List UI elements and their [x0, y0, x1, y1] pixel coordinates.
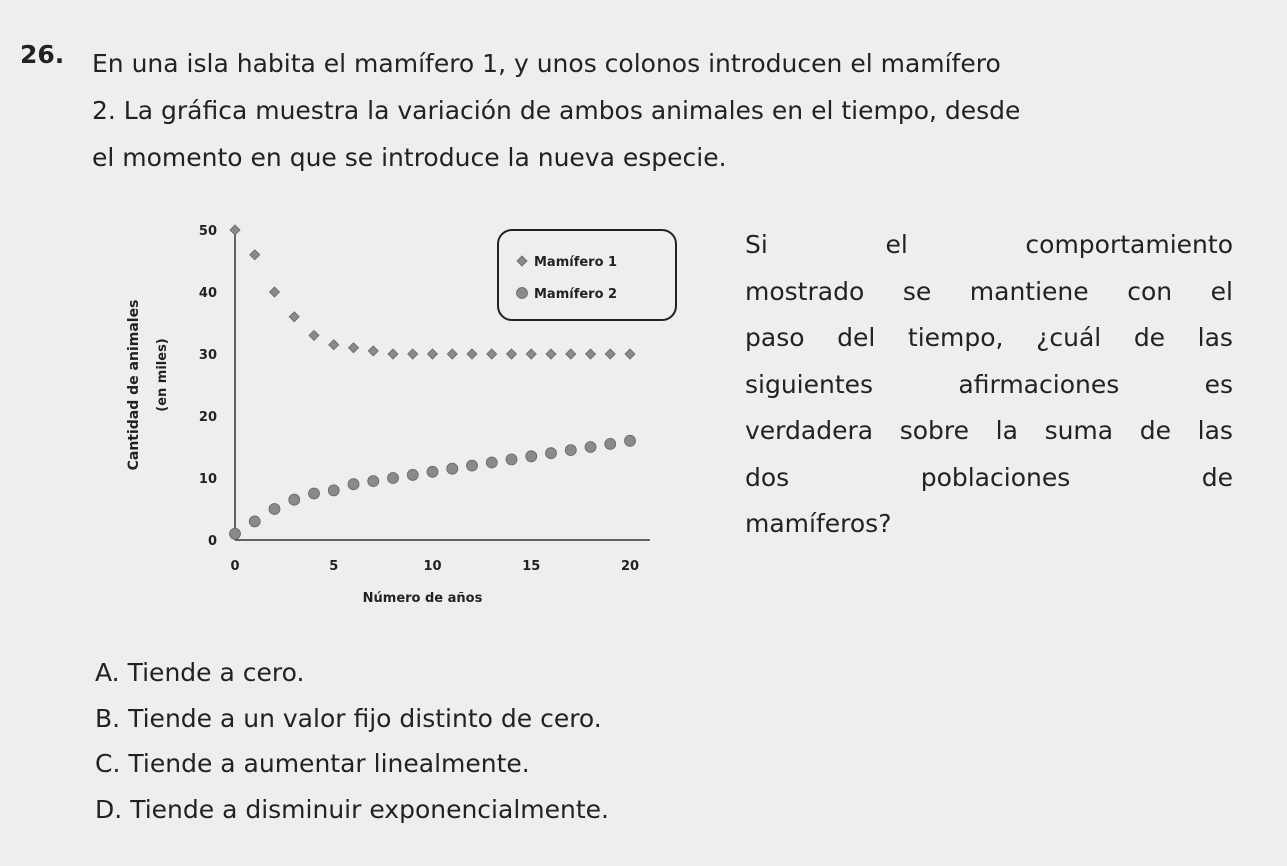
question-prompt — [745, 222, 1233, 548]
mamifero-2-point — [289, 494, 300, 505]
prompt-line — [745, 222, 1233, 269]
mamifero-2-point — [269, 504, 280, 515]
mamifero-1-point — [507, 349, 517, 359]
prompt-word: las — [1197, 323, 1233, 352]
legend-box — [498, 230, 676, 320]
mamifero-2-point — [368, 476, 379, 487]
answer-option[interactable] — [95, 741, 609, 787]
option-letter: C. — [95, 749, 121, 778]
question-stem-line: 2. La gráfica muestra la variación de ambos animales en el tiempo, desde — [92, 96, 1021, 125]
mamifero-1-point — [349, 343, 359, 353]
prompt-word: mantiene — [969, 276, 1089, 306]
mamifero-2-point — [249, 516, 260, 527]
mamifero-1-point — [467, 349, 477, 359]
prompt-word: el — [885, 230, 908, 259]
mamifero-1-point — [250, 250, 260, 260]
prompt-line — [745, 269, 1233, 316]
answer-option[interactable] — [95, 650, 609, 696]
answer-options — [95, 650, 609, 832]
prompt-line — [745, 362, 1233, 409]
mamifero-2-point — [230, 528, 241, 539]
y-tick-label: 0 — [207, 534, 217, 549]
prompt-word: ¿cuál — [1036, 323, 1102, 352]
mamifero-2-point — [309, 488, 320, 499]
mamifero-2-point — [486, 457, 497, 468]
question-stem-line: el momento en que se introduce la nueva especie. — [92, 143, 727, 172]
prompt-word: tiempo, — [907, 323, 1004, 352]
prompt-word: del — [837, 323, 876, 352]
option-text: Tiende a aumentar linealmente. — [128, 749, 530, 778]
y-tick-label: 10 — [198, 472, 217, 487]
prompt-word: mostrado — [745, 276, 865, 306]
mamifero-1-point — [566, 349, 576, 359]
prompt-word: con — [1127, 276, 1173, 306]
chart-svg — [110, 210, 690, 630]
option-text: Tiende a un valor fijo distinto de cero. — [128, 703, 602, 733]
mamifero-2-point — [348, 479, 359, 490]
prompt-word: de — [1201, 462, 1233, 492]
mamifero-1-point — [605, 349, 615, 359]
mamifero-1-point — [368, 346, 378, 356]
mamifero-1-point — [625, 349, 635, 359]
prompt-line — [745, 455, 1233, 502]
option-letter: D. — [95, 794, 123, 824]
prompt-word: comportamiento — [1025, 230, 1233, 259]
mamifero-1-point — [388, 349, 398, 359]
option-text: Tiende a disminuir exponencialmente. — [130, 794, 609, 824]
answer-option[interactable] — [95, 696, 609, 742]
option-text: Tiende a cero. — [127, 658, 305, 687]
mamifero-2-point — [565, 445, 576, 456]
prompt-word: verdadera — [745, 416, 874, 445]
prompt-word: la — [995, 416, 1018, 445]
mamifero-1-point — [586, 349, 596, 359]
legend-marker-mamifero-2 — [517, 288, 528, 299]
y-tick-label: 50 — [198, 224, 217, 239]
prompt-word: el — [1210, 276, 1233, 306]
mamifero-1-point — [230, 225, 240, 235]
prompt-word: suma — [1044, 416, 1114, 445]
mamifero-1-point — [408, 349, 418, 359]
prompt-word: mamíferos? — [745, 509, 892, 538]
mamifero-2-point — [506, 454, 517, 465]
mamifero-1-point — [546, 349, 556, 359]
legend-label: Mamífero 2 — [534, 287, 618, 302]
mamifero-2-point — [526, 451, 537, 462]
mamifero-1-point — [526, 349, 536, 359]
mamifero-2-point — [546, 448, 557, 459]
question-stem — [92, 40, 1257, 181]
x-axis-label: Número de años — [362, 591, 483, 606]
prompt-word: es — [1204, 369, 1233, 399]
mamifero-2-point — [407, 469, 418, 480]
prompt-word: poblaciones — [920, 462, 1071, 492]
population-chart — [110, 210, 690, 630]
question-stem-line: En una isla habita el mamífero 1, y unos colonos introducen el mamífero — [92, 49, 1001, 78]
x-tick-label: 10 — [423, 559, 442, 574]
y-axis-label: Cantidad de animales — [126, 299, 142, 471]
x-tick-label: 5 — [329, 559, 339, 574]
mamifero-1-point — [447, 349, 457, 359]
prompt-word: de — [1133, 323, 1166, 352]
mamifero-1-point — [428, 349, 438, 359]
mamifero-1-point — [487, 349, 497, 359]
mamifero-2-point — [605, 438, 616, 449]
mamifero-1-point — [309, 330, 319, 340]
mamifero-2-point — [585, 442, 596, 453]
mamifero-2-point — [467, 460, 478, 471]
legend-marker-mamifero-1 — [517, 256, 527, 266]
prompt-word: paso — [745, 323, 805, 352]
answer-option[interactable] — [95, 787, 609, 833]
mamifero-1-point — [289, 312, 299, 322]
option-letter: A. — [95, 658, 120, 687]
y-tick-label: 40 — [198, 286, 217, 301]
prompt-line — [745, 408, 1233, 455]
x-tick-label: 0 — [230, 559, 240, 574]
prompt-word: sobre — [899, 416, 970, 445]
mamifero-2-point — [328, 485, 339, 496]
y-axis-sublabel: (en miles) — [155, 338, 170, 412]
option-letter: B. — [95, 703, 121, 733]
mamifero-2-point — [447, 463, 458, 474]
prompt-word: de — [1139, 416, 1171, 445]
x-tick-label: 15 — [522, 559, 541, 574]
y-tick-label: 30 — [198, 348, 217, 363]
prompt-word: siguientes — [745, 369, 874, 399]
mamifero-2-point — [625, 435, 636, 446]
prompt-word: se — [902, 276, 932, 306]
prompt-line — [745, 501, 1233, 548]
mamifero-1-point — [329, 340, 339, 350]
question-number: 26. — [20, 40, 65, 69]
prompt-word: afirmaciones — [958, 369, 1120, 399]
y-tick-label: 20 — [198, 410, 217, 425]
prompt-line — [745, 315, 1233, 362]
prompt-word: dos — [745, 462, 790, 492]
prompt-word: Si — [745, 230, 768, 259]
mamifero-1-point — [270, 287, 280, 297]
x-tick-label: 20 — [620, 559, 640, 574]
legend-label: Mamífero 1 — [534, 255, 618, 270]
mamifero-2-point — [427, 466, 438, 477]
mamifero-2-point — [388, 473, 399, 484]
prompt-word: las — [1197, 416, 1233, 445]
